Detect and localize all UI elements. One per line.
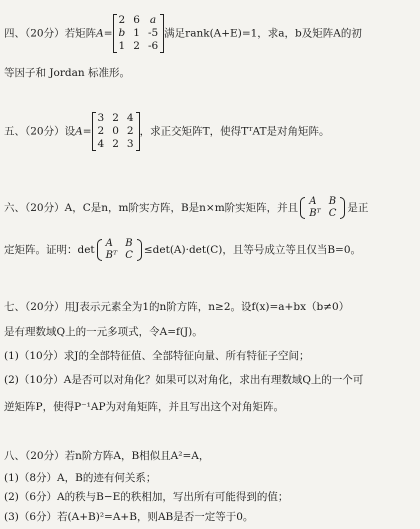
question-6-line-1 <box>4 196 414 220</box>
question-7-line-2: 是有理数域Q上的一元多项式，令A=f(J)。 <box>4 326 203 338</box>
question-8-part-2: (2)（6分）A的秩与B−E的秩相加，写出所有可能得到的值； <box>4 491 289 503</box>
question-6-det-matrix: A B Bᵀ C <box>98 238 141 262</box>
question-5-matrix: 3 2 4 2 0 2 4 2 3 <box>94 112 138 151</box>
question-7-part-2: (2)（10分）A是否可以对角化？如果可以对角化，求出有理数域Q上的一个可 <box>4 374 364 386</box>
question-7-part-2-cont: 逆矩阵P，使得P⁻¹AP为对角矩阵，并且写出这个对角矩阵。 <box>4 401 285 413</box>
question-5-line <box>4 112 414 151</box>
question-7-part-1: (1)（10分）求J的全部特征值、全部特征向量、所有特征子空间； <box>4 350 310 362</box>
question-6-line-1-end: 是正 <box>347 202 369 214</box>
question-4-matrix: 2 6 a b 1 -5 1 2 -6 <box>115 14 163 53</box>
question-5-text: ，求正交矩阵T，使得TᵀAT是对角矩阵。 <box>139 125 330 138</box>
question-4-line-1 <box>4 14 414 53</box>
question-8-part-3: (3)（6分）若(A+B)²=A+B，则AB是否一定等于0。 <box>4 511 254 523</box>
question-6-line-2-post: ≤det(A)·det(C)，且等号成立等且仅当B=0。 <box>143 244 362 256</box>
question-6-block-matrix: A B Bᵀ C <box>301 196 344 220</box>
question-8-line-1: 八、（20分）若n阶方阵A，B相似且A²=A， <box>4 450 210 462</box>
question-4-prefix: 四、（20分）若矩阵 <box>4 27 97 40</box>
question-4-a-eq: A= <box>96 27 113 40</box>
question-6-line-2 <box>4 238 414 262</box>
question-4-condition: 满足rank(A+E)=1，求a，b及矩阵A的初 <box>164 27 362 40</box>
question-5-prefix: 五、（20分）设 <box>4 125 76 138</box>
question-8-part-1: (1)（8分）A，B的迹有何关系； <box>4 472 157 484</box>
question-4-line-2: 等因子和 Jordan 标准形。 <box>4 67 130 79</box>
question-6-line-2-pre: 定矩阵。证明：det <box>4 244 95 256</box>
question-7-line-1: 七、（20分）用J表示元素全为1的n阶方阵，n≥2。设f(x)=a+bx（b≠0） <box>4 301 350 313</box>
question-5-a-eq: A= <box>75 125 92 138</box>
question-6-text: 六、（20分）A，C是n，m阶实方阵，B是n×m阶实矩阵，并且 <box>4 202 299 214</box>
